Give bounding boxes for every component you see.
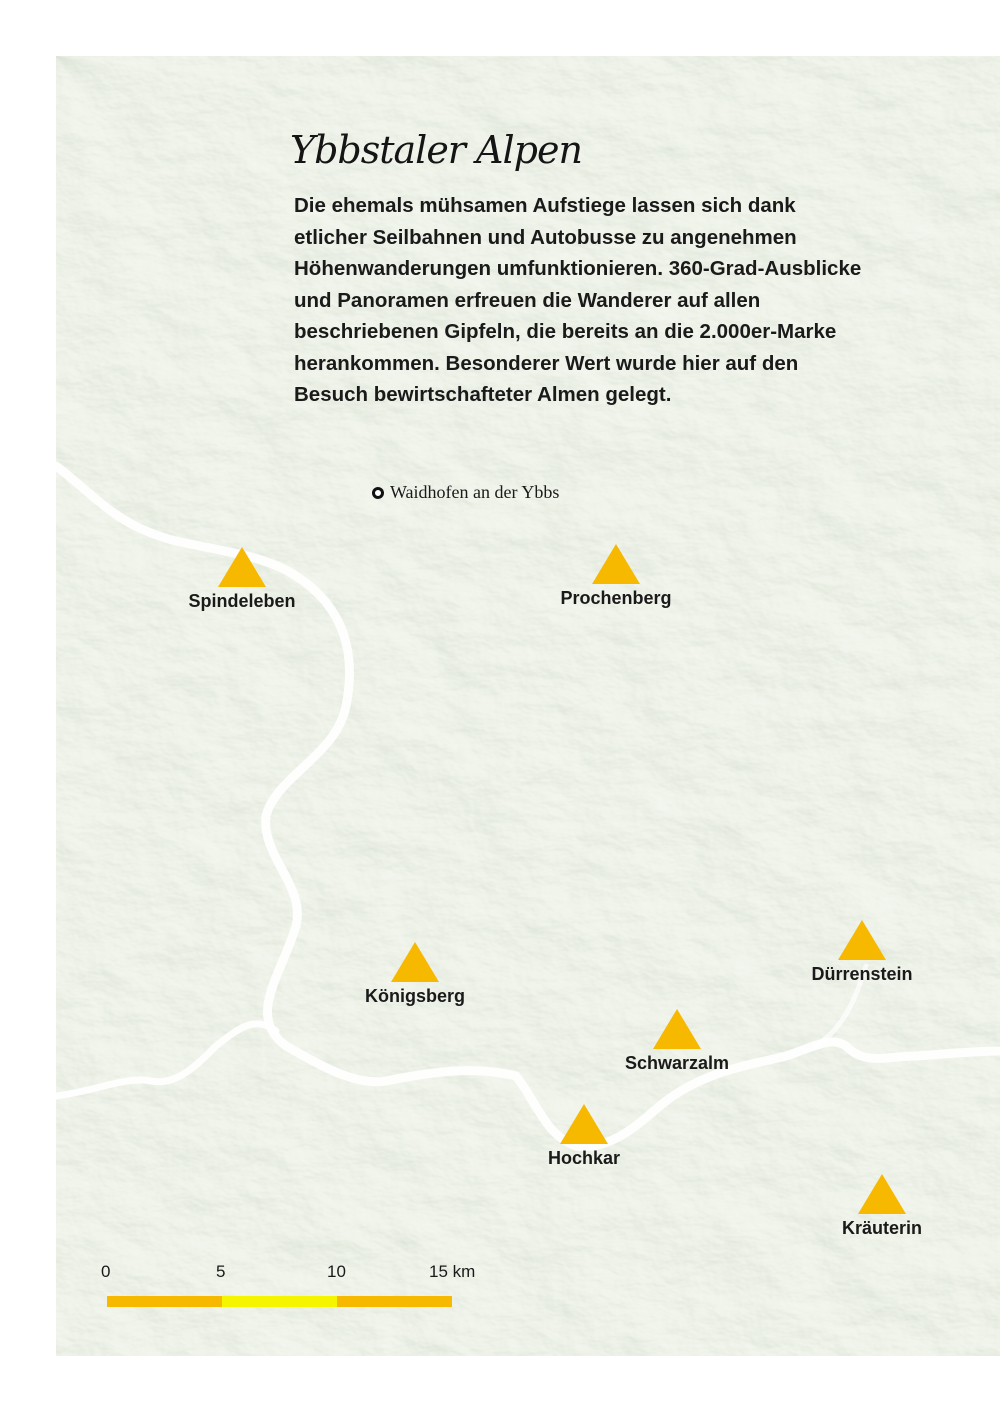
scale-segment — [337, 1296, 452, 1307]
peak-label: Spindeleben — [188, 591, 296, 611]
peak-marker-prochenberg[interactable] — [541, 544, 691, 609]
peak-label: Königsberg — [364, 986, 465, 1006]
peak-label: Hochkar — [547, 1148, 621, 1168]
peak-marker-hochkar[interactable] — [509, 1104, 659, 1169]
mountain-peak-icon — [560, 1104, 608, 1144]
mountain-peak-icon — [653, 1009, 701, 1049]
town-label: Waidhofen an der Ybbs — [390, 482, 560, 502]
peak-marker-schwarzalm[interactable] — [602, 1009, 752, 1074]
scale-tick-label: 10 — [327, 1262, 346, 1281]
scale-tick-label: 0 — [101, 1262, 111, 1281]
page-title: Ybbstaler Alpen — [290, 128, 582, 172]
mountain-peak-icon — [218, 547, 266, 587]
peak-marker-kraeuterin[interactable] — [807, 1174, 957, 1239]
scale-bar — [101, 1262, 487, 1312]
scale-tick-label: 5 — [216, 1262, 226, 1281]
peak-label: Schwarzalm — [624, 1053, 730, 1073]
mountain-peak-icon — [391, 942, 439, 982]
peak-label: Prochenberg — [560, 588, 672, 608]
scale-tick-label: 15 km — [429, 1262, 476, 1281]
mountain-peak-icon — [858, 1174, 906, 1214]
mountain-peak-icon — [592, 544, 640, 584]
peak-marker-spindeleben[interactable] — [167, 547, 317, 612]
peak-label: Kräuterin — [841, 1218, 922, 1238]
scale-segment — [222, 1296, 337, 1307]
peak-marker-duerrenstein[interactable] — [787, 920, 937, 985]
peak-label: Dürrenstein — [811, 964, 913, 984]
peak-marker-koenigsberg[interactable] — [340, 942, 490, 1007]
scale-segment — [107, 1296, 222, 1307]
town-marker[interactable] — [372, 482, 559, 503]
town-circle-icon — [372, 487, 384, 499]
mountain-peak-icon — [838, 920, 886, 960]
intro-paragraph: Die ehemals mühsamen Aufstiege lassen sich dank etlicher Seilbahnen und Autobusse zu angenehmen Höhenwanderungen umfunktionieren. 360-Grad-Ausblicke und Panoramen erfreuen die Wanderer auf allen beschriebenen Gipfeln, die bereits an die 2.000er-Marke herankommen. Besonderer Wert wurde hier auf den Besuch bewirtschafteter Almen gelegt. — [294, 194, 862, 406]
